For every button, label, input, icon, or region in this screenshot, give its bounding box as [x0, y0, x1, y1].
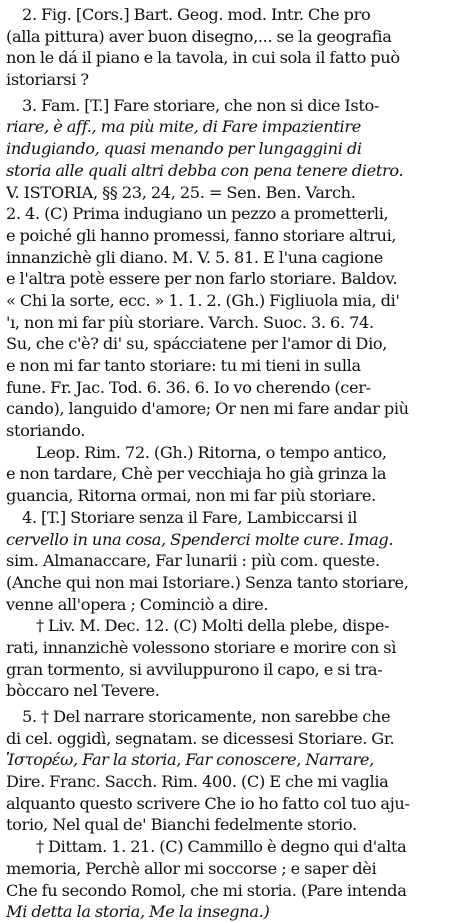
- text-line: 'ı, non mi far più storiare. Varch. Suoc. 3. 6. 74.: [6, 312, 374, 332]
- text-line: 2. Fig. [Cors.] Bart. Geog. mod. Intr. Che pro: [22, 5, 371, 24]
- text-line: 3. Fam. [T.] Fare storiare, che non si dice Isto-: [22, 95, 380, 115]
- text-line: † Liv. M. Dec. 12. (C) Molti della plebe, dispe-: [36, 616, 390, 636]
- text-line: 2. 4. (C) Prima indugiano un pezzo a prometterli,: [6, 204, 389, 224]
- text-line: alquanto questo scrivere Che io ho fatto col tuo aju-: [6, 793, 410, 813]
- text-line: memoria, Perchè allor mi soccorse ; e saper dèi: [6, 858, 377, 878]
- text-line: di cel. oggidì, segnatam. se dicessesi Storiare. Gr.: [6, 728, 395, 748]
- text-line: V. ISTORIA, §§ 23, 24, 25. = Sen. Ben. Varch.: [6, 182, 356, 202]
- text-line: guancia, Ritorna ormai, non mi far più storiare.: [6, 486, 376, 506]
- text-line: istoriarsi ?: [6, 70, 89, 90]
- text-line: Su, che c'è? di' su, spácciatene per l'amor di Dio,: [6, 334, 388, 354]
- text-line: non le dá il piano e la tavola, in cui sola il fatto può: [6, 48, 400, 68]
- text-line: 5. † Del narrare storicamente, non sarebbe che: [22, 707, 391, 726]
- text-line: storia alle quali altri debba con pena tenere dietro.: [6, 160, 404, 180]
- text-line: storiando.: [6, 421, 86, 441]
- text-line: riare, è aff., ma più mite, di Fare impazientire: [6, 117, 361, 137]
- text-line: indugiando, quasi menando per lungaggini di: [6, 139, 362, 159]
- text-line: Ἱστορέω, Far la storia, Far conoscere, Narrare,: [6, 750, 374, 770]
- text-line: cervello in una cosa, Spenderci molte cure. Imag.: [6, 529, 394, 549]
- text-line: gran tormento, si avviluppurono il capo, e si tra-: [6, 659, 383, 679]
- text-line: Leop. Rim. 72. (Gh.) Ritorna, o tempo antico,: [36, 442, 387, 462]
- text-line: Che fu secondo Romol, che mi storia. (Pare intenda: [6, 880, 407, 900]
- text-line: torio, Nel qual de' Bianchi fedelmente storio.: [6, 815, 357, 835]
- text-line: e poiché gli hanno promessi, fanno storiare altrui,: [6, 225, 397, 245]
- text-line: e l'altra potè essere per non farlo storiare. Baldov.: [6, 269, 398, 289]
- text-line: (alla pittura) aver buon disegno,... se la geografia: [6, 26, 392, 46]
- text-line: 4. [T.] Storiare senza il Fare, Lambiccarsi il: [22, 507, 358, 527]
- text-line: e non tardare, Chè per vecchiaja ho già grinza la: [6, 464, 387, 484]
- text-line: venne all'opera ; Cominciò a dire.: [6, 594, 269, 614]
- text-line: innanzichè gli diano. M. V. 5. 81. E l'una cagione: [6, 247, 383, 267]
- text-line: rati, innanzichè volessono storiare e morire con sì: [6, 637, 397, 657]
- text-line: fune. Fr. Jac. Tod. 6. 36. 6. Io vo cherendo (cer-: [6, 377, 371, 397]
- text-line: † Dittam. 1. 21. (C) Cammillo è degno qui d'alta: [36, 837, 407, 857]
- text-line: bòccaro nel Tevere.: [6, 681, 160, 701]
- text-line: cando), languido d'amore; Or nen mi fare andar più: [6, 399, 409, 419]
- text-line: Dire. Franc. Sacch. Rim. 400. (C) E che mi vaglia: [6, 772, 389, 792]
- text-line: Mi detta la storia, Me la insegna.): [6, 902, 270, 922]
- text-line: (Anche qui non mai Istoriare.) Senza tanto storiare,: [6, 572, 409, 592]
- text-line: e non mi far tanto storiare: tu mi tieni in sulla: [6, 356, 361, 375]
- text-line: « Chi la sorte, ecc. » 1. 1. 2. (Gh.) Figliuola mia, di': [6, 290, 400, 310]
- text-line: sim. Almanaccare, Far lunarii : più com. queste.: [6, 551, 380, 571]
